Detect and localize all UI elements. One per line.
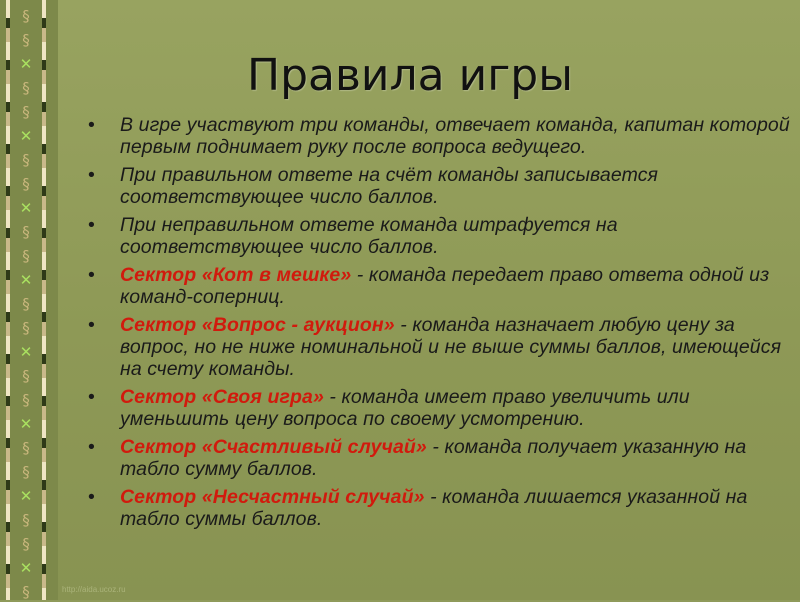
rule-text: - команда получает указанную на табло сумму баллов. [120, 436, 747, 480]
rule-item [86, 264, 792, 308]
rule-text: - команда передает право ответа одной из команд-соперниц. [120, 264, 770, 308]
rule-highlight: Сектор «Несчастный случай» [120, 486, 425, 508]
rule-item [86, 436, 792, 480]
swirl-ornament-icon: § [22, 367, 30, 385]
cross-ornament-icon: ✕ [19, 343, 33, 361]
cross-ornament-icon: ✕ [19, 487, 33, 505]
rule-text: - команда назначает любую цену за вопрос, но не ниже номинальной и не выше суммы баллов, имеющейся на счету команды. [120, 314, 782, 380]
bullet-icon: • [88, 486, 95, 508]
rule-text: В игре участвуют три команды, отвечает команда, капитан которой первым поднимает руку после вопроса ведущего. [120, 114, 790, 158]
rule-text: - команда лишается указанной на табло суммы баллов. [120, 486, 748, 530]
rule-text: При правильном ответе на счёт команды записывается соответствующее число баллов. [120, 164, 659, 208]
border-rail-right [42, 0, 46, 600]
swirl-ornament-icon: § [22, 175, 30, 193]
rule-item [86, 386, 792, 430]
swirl-ornament-icon: § [22, 439, 30, 457]
cross-ornament-icon: ✕ [19, 55, 33, 73]
rule-text: - команда имеет право увеличить или уменьшить цену вопроса по своему усмотрению. [120, 386, 690, 430]
cross-ornament-icon: ✕ [19, 127, 33, 145]
swirl-ornament-icon: § [22, 319, 30, 337]
swirl-ornament-icon: § [22, 247, 30, 265]
swirl-ornament-icon: § [22, 7, 30, 25]
watermark: http://aida.ucoz.ru [62, 585, 126, 594]
swirl-ornament-icon: § [22, 151, 30, 169]
rule-item [86, 314, 792, 380]
rules-list [86, 114, 792, 536]
cross-ornament-icon: ✕ [19, 415, 33, 433]
swirl-ornament-icon: § [22, 463, 30, 481]
rule-highlight: Сектор «Вопрос - аукцион» [120, 314, 395, 336]
swirl-ornament-icon: § [22, 391, 30, 409]
border-rail-left [6, 0, 10, 600]
swirl-ornament-icon: § [22, 31, 30, 49]
cross-ornament-icon: ✕ [19, 199, 33, 217]
swirl-ornament-icon: § [22, 79, 30, 97]
bullet-icon: • [88, 114, 95, 136]
rule-highlight: Сектор «Счастливый случай» [120, 436, 427, 458]
rule-highlight: Сектор «Своя игра» [120, 386, 324, 408]
swirl-ornament-icon: § [22, 103, 30, 121]
bullet-icon: • [88, 436, 95, 458]
cross-ornament-icon: ✕ [19, 271, 33, 289]
bullet-icon: • [88, 386, 95, 408]
rule-item [86, 486, 792, 530]
rule-item [86, 214, 792, 258]
slide-title: Правила игры [247, 50, 573, 101]
rule-item [86, 164, 792, 208]
bullet-icon: • [88, 314, 95, 336]
bullet-icon: • [88, 264, 95, 286]
bullet-icon: • [88, 164, 95, 186]
swirl-ornament-icon: § [22, 511, 30, 529]
rule-highlight: Сектор «Кот в мешке» [120, 264, 352, 286]
swirl-ornament-icon: § [22, 295, 30, 313]
swirl-ornament-icon: § [22, 535, 30, 553]
swirl-ornament-icon: § [22, 223, 30, 241]
bullet-icon: • [88, 214, 95, 236]
rule-text: При неправильном ответе команда штрафуется на соответствующее число баллов. [120, 214, 618, 258]
rule-item [86, 114, 792, 158]
cross-ornament-icon: ✕ [19, 559, 33, 577]
swirl-ornament-icon: § [22, 583, 30, 601]
